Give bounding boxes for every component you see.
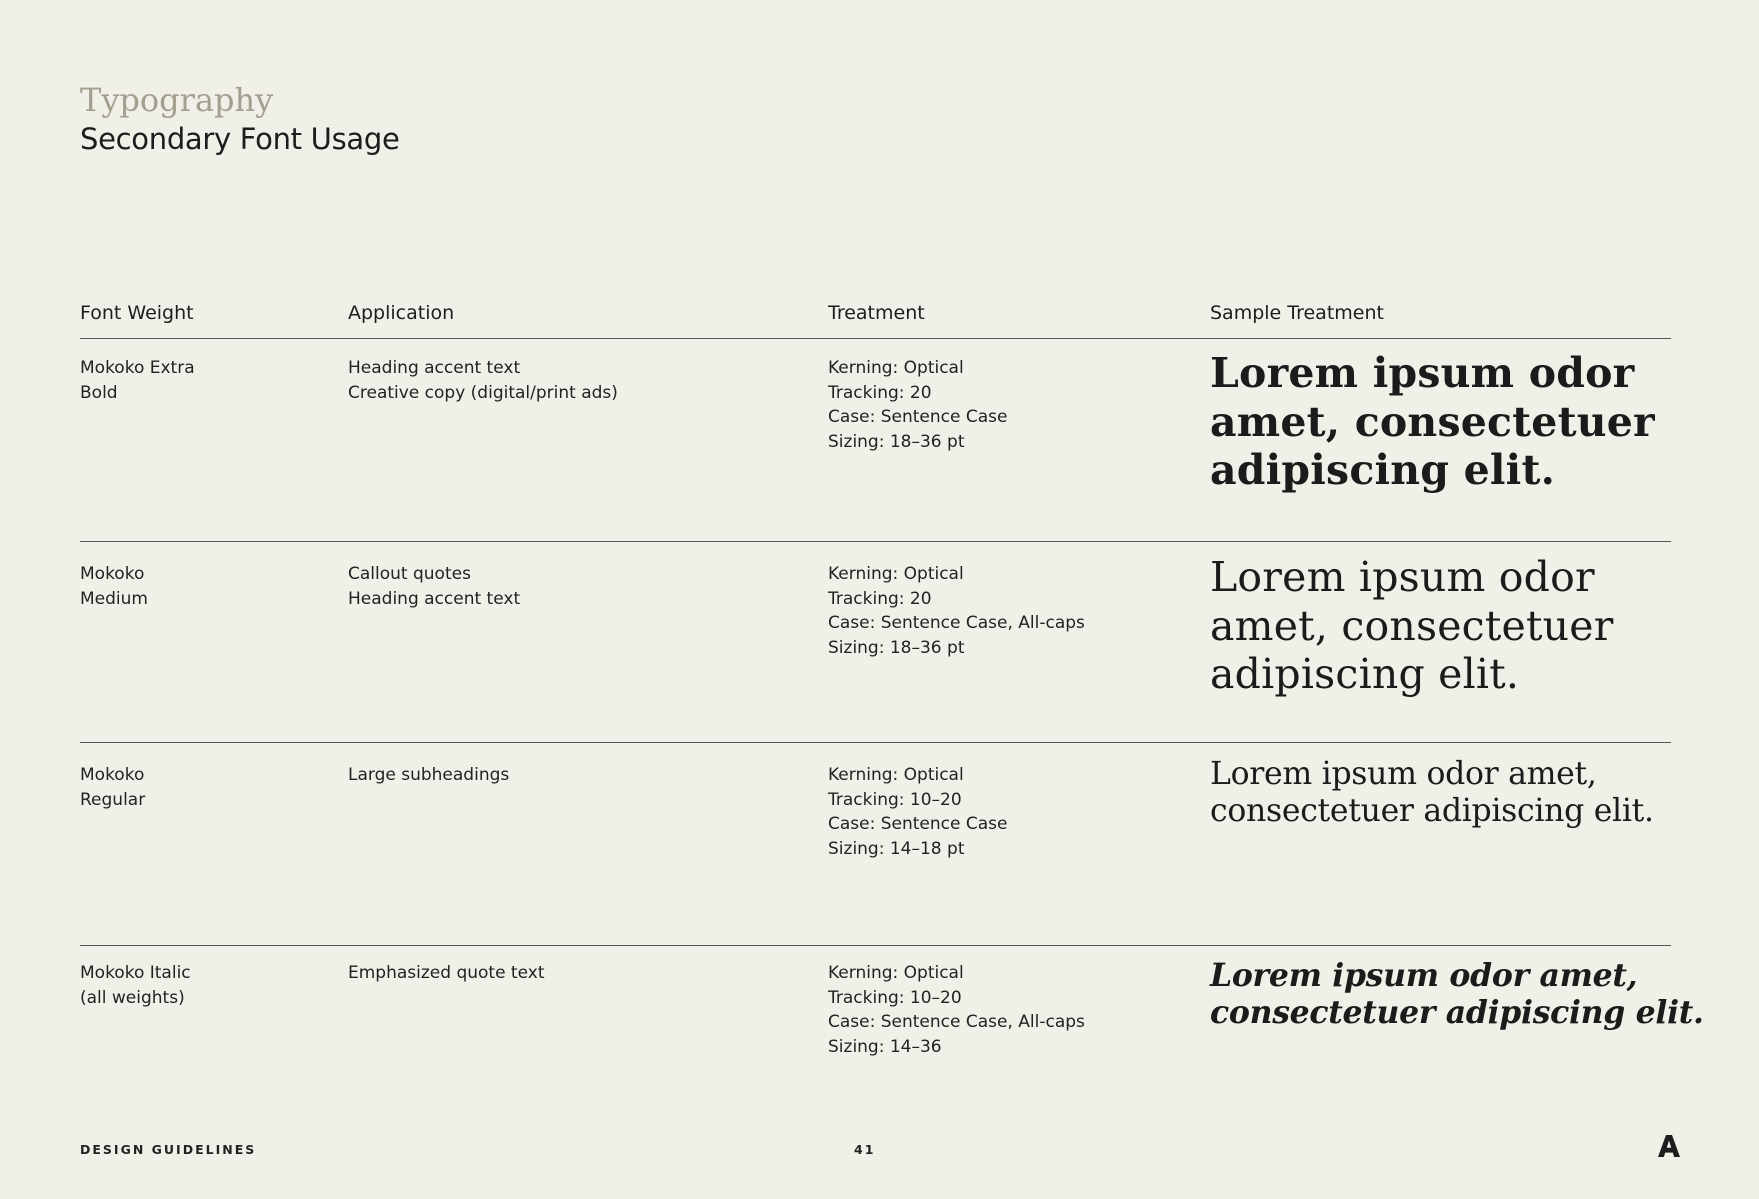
treatment-line: Sizing: 14–18 pt bbox=[828, 838, 965, 859]
sample-line: adipiscing elit. bbox=[1210, 650, 1520, 698]
table-row bbox=[80, 957, 1704, 1081]
font-weight-line: (all weights) bbox=[80, 987, 185, 1008]
font-weight-line: Mokoko Italic bbox=[80, 963, 191, 983]
treatment-line: Tracking: 10–20 bbox=[828, 987, 962, 1008]
section-eyebrow: Typography bbox=[80, 81, 274, 119]
column-header-application: Application bbox=[348, 302, 455, 324]
font-weight-line: Mokoko Extra bbox=[80, 358, 195, 378]
treatment-line: Case: Sentence Case, All-caps bbox=[828, 613, 1085, 633]
application-cell bbox=[348, 763, 788, 788]
application-line: Callout quotes bbox=[348, 564, 471, 584]
treatment-cell bbox=[828, 562, 1188, 660]
sample-line: Lorem ipsum odor amet, bbox=[1210, 756, 1597, 792]
treatment-line: Case: Sentence Case bbox=[828, 407, 1008, 427]
application-line: Emphasized quote text bbox=[348, 963, 545, 983]
font-weight-cell bbox=[80, 763, 320, 812]
treatment-line: Sizing: 18–36 pt bbox=[828, 431, 965, 452]
table-row bbox=[80, 756, 1671, 946]
column-header-font-weight: Font Weight bbox=[80, 302, 194, 324]
font-weight-line: Bold bbox=[80, 382, 118, 403]
page-title: Secondary Font Usage bbox=[80, 122, 400, 156]
brand-a-logo-icon bbox=[1657, 1134, 1681, 1158]
treatment-line: Sizing: 18–36 pt bbox=[828, 637, 965, 658]
sample-line: Lorem ipsum odor amet, bbox=[1210, 957, 1638, 994]
treatment-line: Sizing: 14–36 bbox=[828, 1036, 942, 1057]
column-header-sample-treatment: Sample Treatment bbox=[1210, 302, 1384, 324]
table-header bbox=[80, 302, 1671, 339]
sample-line: amet, consectetuer bbox=[1210, 397, 1655, 446]
sample-line: Lorem ipsum odor bbox=[1210, 553, 1595, 601]
font-weight-cell bbox=[80, 961, 320, 1010]
sample-line: amet, consectetuer bbox=[1210, 601, 1614, 650]
font-weight-line: Mokoko bbox=[80, 564, 145, 584]
treatment-line: Case: Sentence Case, All-caps bbox=[828, 1012, 1085, 1032]
sample-line: consectetuer adipiscing elit. bbox=[1210, 994, 1704, 1031]
page-header bbox=[80, 80, 400, 158]
sample-italic bbox=[1210, 957, 1710, 1031]
font-weight-line: Regular bbox=[80, 789, 146, 810]
treatment-cell bbox=[828, 961, 1188, 1059]
treatment-line: Kerning: Optical bbox=[828, 963, 964, 983]
font-weight-line: Mokoko bbox=[80, 765, 145, 785]
footer-doc-title: DESIGN GUIDELINES bbox=[80, 1142, 257, 1157]
page-number: 41 bbox=[854, 1142, 876, 1157]
treatment-line: Tracking: 20 bbox=[828, 588, 932, 609]
treatment-line: Kerning: Optical bbox=[828, 358, 964, 378]
application-line: Heading accent text bbox=[348, 358, 521, 378]
treatment-line: Kerning: Optical bbox=[828, 765, 964, 785]
treatment-line: Tracking: 10–20 bbox=[828, 789, 962, 810]
application-line: Large subheadings bbox=[348, 765, 510, 785]
font-weight-line: Medium bbox=[80, 588, 148, 609]
application-cell bbox=[348, 356, 788, 405]
font-weight-cell bbox=[80, 562, 320, 611]
table-row bbox=[80, 553, 1671, 743]
treatment-line: Case: Sentence Case bbox=[828, 814, 1008, 834]
application-cell bbox=[348, 961, 788, 986]
sample-extra-bold bbox=[1210, 349, 1680, 495]
column-header-treatment: Treatment bbox=[828, 302, 925, 324]
sample-line: consectetuer adipiscing elit. bbox=[1210, 793, 1654, 829]
sample-medium bbox=[1210, 553, 1680, 699]
application-line: Creative copy (digital/print ads) bbox=[348, 382, 618, 403]
application-line: Heading accent text bbox=[348, 588, 521, 609]
sample-regular bbox=[1210, 756, 1690, 830]
treatment-cell bbox=[828, 356, 1188, 454]
treatment-line: Tracking: 20 bbox=[828, 382, 932, 403]
sample-line: Lorem ipsum odor bbox=[1210, 349, 1635, 397]
treatment-cell bbox=[828, 763, 1188, 861]
sample-line: adipiscing elit. bbox=[1210, 446, 1556, 494]
table-row bbox=[80, 349, 1671, 542]
font-weight-cell bbox=[80, 356, 320, 405]
application-cell bbox=[348, 562, 788, 611]
treatment-line: Kerning: Optical bbox=[828, 564, 964, 584]
